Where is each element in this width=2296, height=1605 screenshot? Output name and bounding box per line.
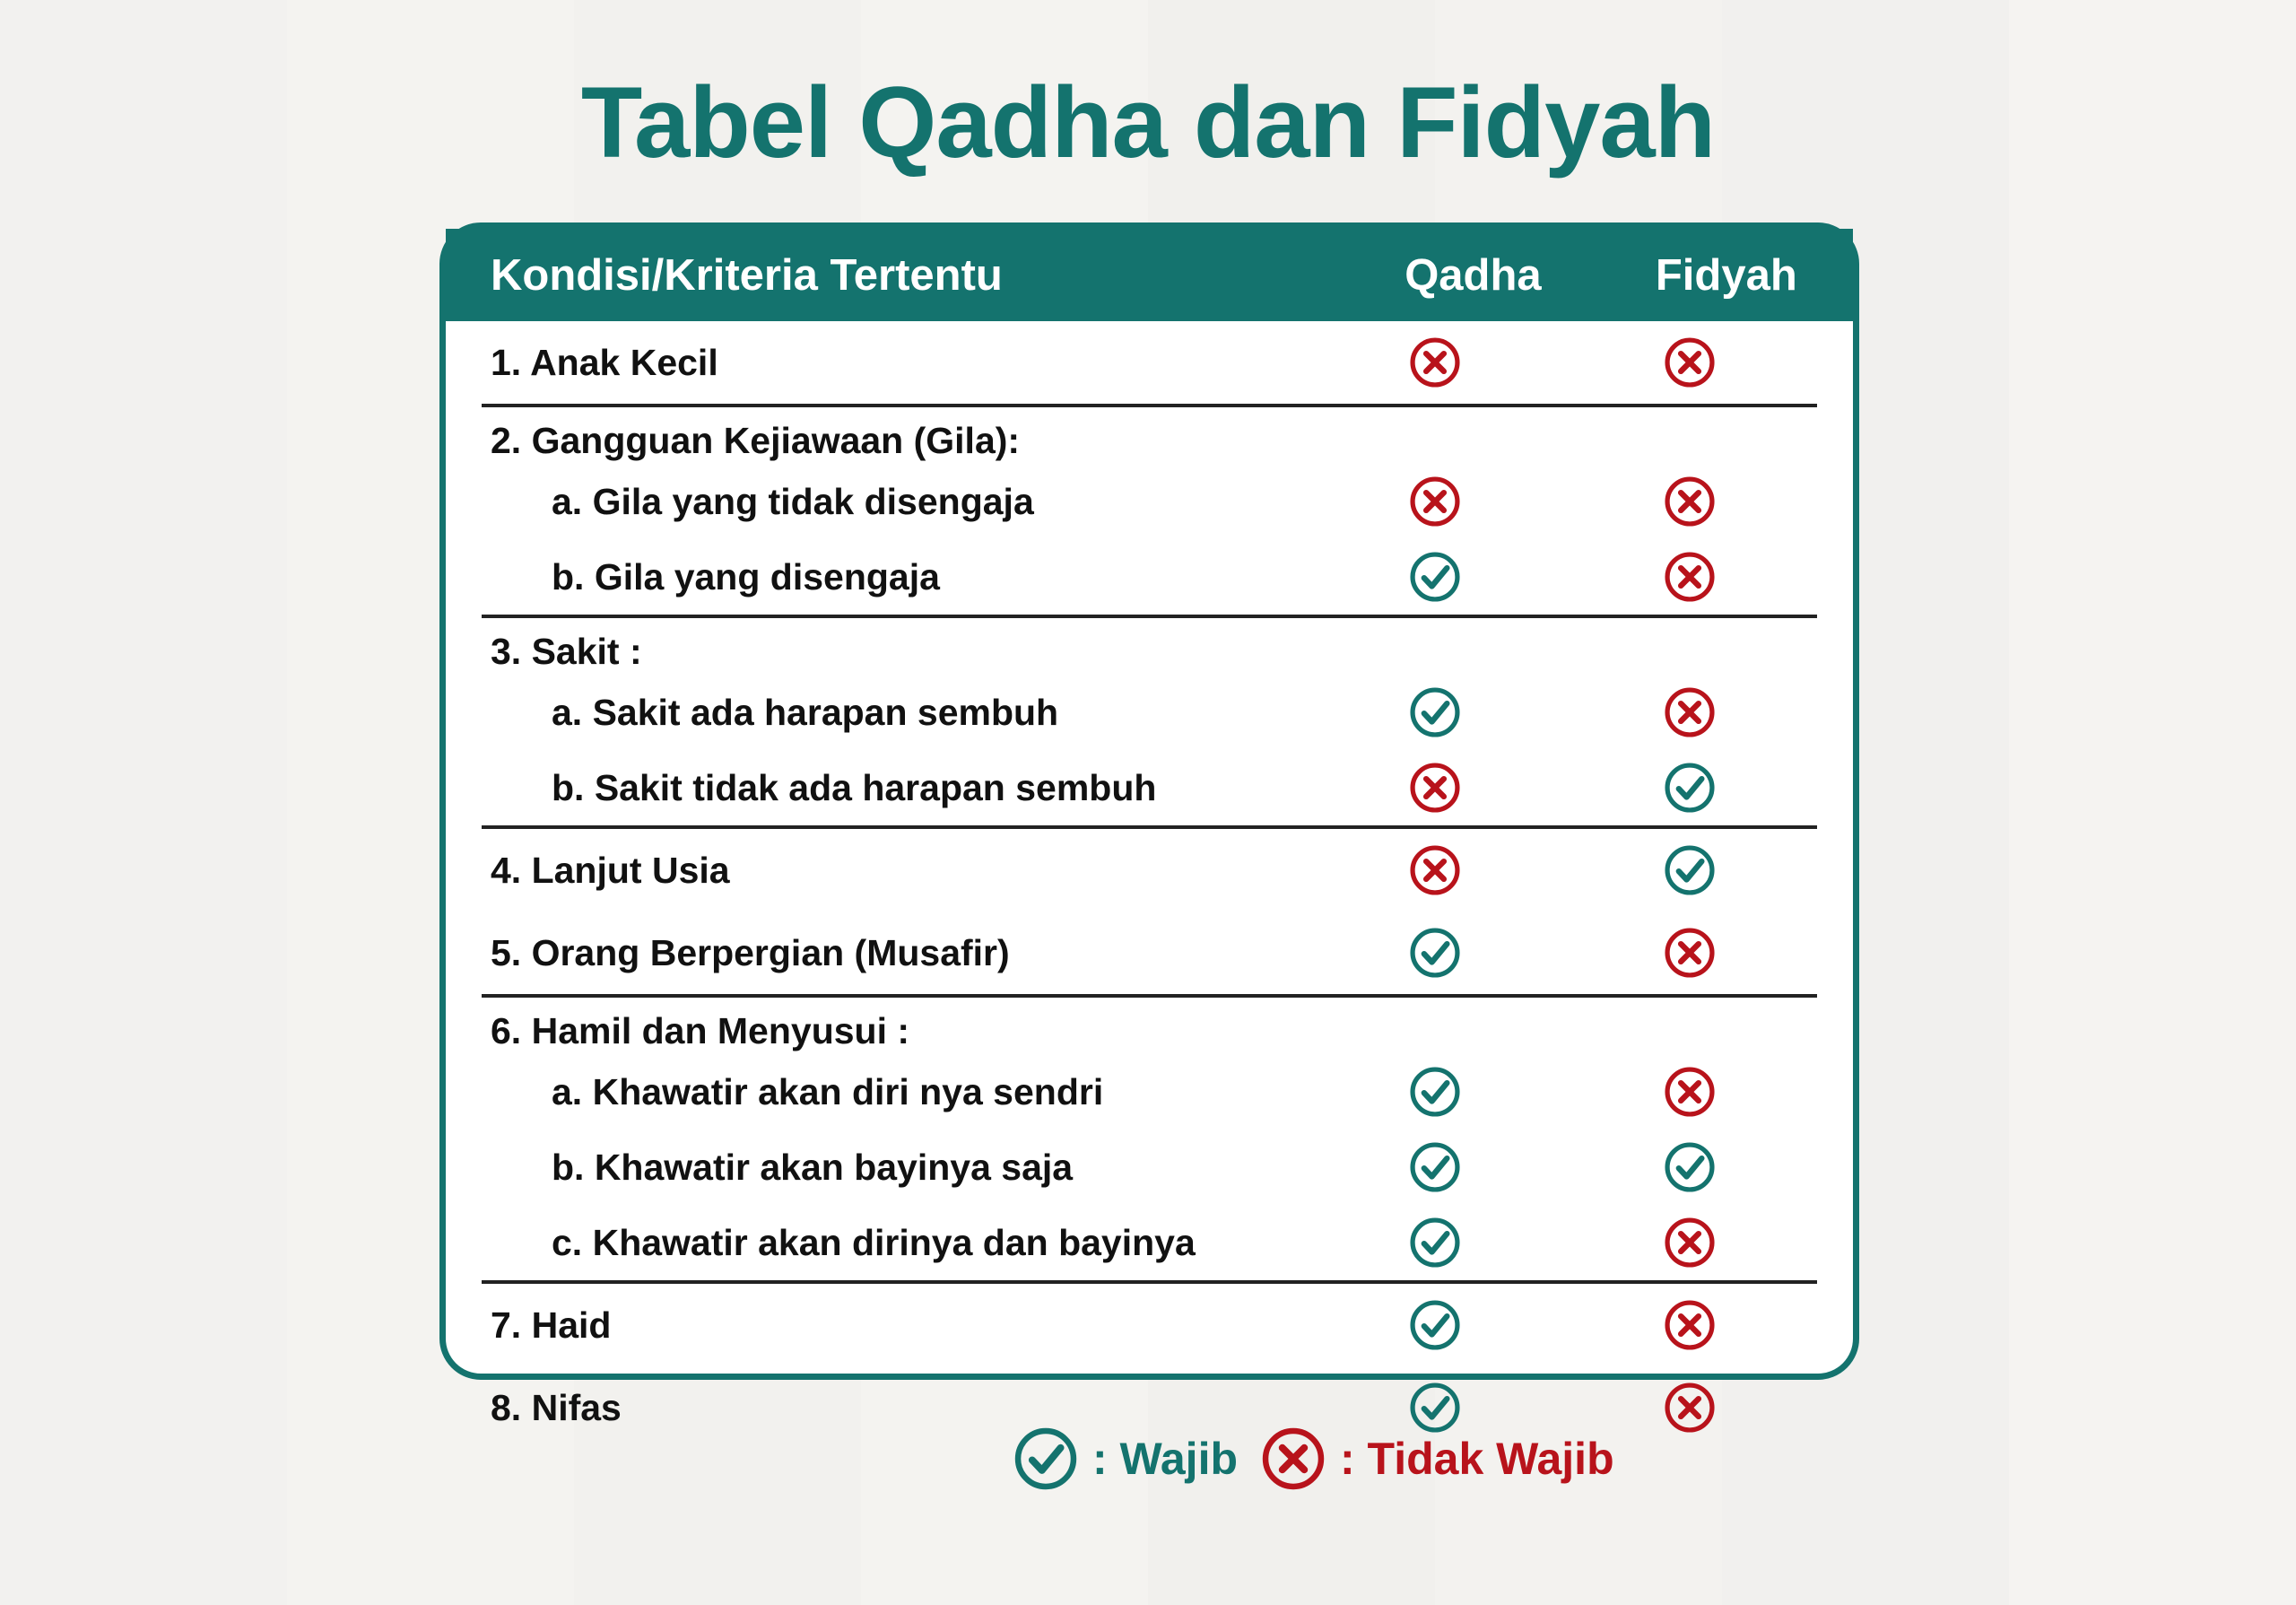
table-header-row (446, 229, 1853, 321)
cell-fidyah (1562, 1299, 1817, 1351)
cell-qadha (1308, 762, 1562, 814)
cross-circle-icon (1664, 475, 1716, 528)
cell-qadha (1308, 1299, 1562, 1351)
cell-qadha (1308, 336, 1562, 388)
row-label: b. Khawatir akan bayinya saja (552, 1146, 1074, 1188)
cell-qadha (1308, 1217, 1562, 1269)
legend-item-wajib (1013, 1426, 1238, 1491)
table-row (482, 1284, 1817, 1366)
cell-fidyah (1562, 1141, 1817, 1193)
cell-fidyah (1562, 844, 1817, 896)
legend-label-tidak-wajib: : Tidak Wajib (1340, 1434, 1614, 1484)
check-circle-icon (1664, 844, 1716, 896)
cross-circle-icon (1664, 336, 1716, 388)
check-circle-icon (1664, 762, 1716, 814)
cross-circle-icon (1664, 1066, 1716, 1118)
table-row (482, 912, 1817, 994)
cell-fidyah (1562, 475, 1817, 528)
row-label: b. Gila yang disengaja (552, 555, 940, 598)
cell-fidyah (1562, 927, 1817, 979)
cell-fidyah (1562, 686, 1817, 738)
table-group (482, 998, 1817, 1284)
cross-circle-icon (1664, 1217, 1716, 1269)
row-label: 5. Orang Berpergian (Musafir) (491, 931, 1010, 973)
check-circle-icon (1409, 1066, 1461, 1118)
group-heading: 6. Hamil dan Menyusui : (491, 1010, 910, 1051)
row-label: a. Sakit ada harapan sembuh (552, 691, 1059, 733)
check-circle-icon (1409, 927, 1461, 979)
cross-circle-icon (1409, 336, 1461, 388)
check-circle-icon (1013, 1426, 1078, 1491)
table-row (482, 1054, 1817, 1130)
cell-qadha (1308, 551, 1562, 603)
check-circle-icon (1409, 1299, 1461, 1351)
cell-qadha (1308, 844, 1562, 896)
table-group (482, 829, 1817, 998)
table-row (482, 829, 1817, 912)
cell-fidyah (1562, 551, 1817, 603)
cross-circle-icon (1664, 1299, 1716, 1351)
row-label: b. Sakit tidak ada harapan sembuh (552, 766, 1157, 808)
column-header-fidyah: Fidyah (1655, 250, 1797, 300)
check-circle-icon (1409, 1141, 1461, 1193)
legend-item-tidak-wajib (1261, 1426, 1614, 1491)
row-label: 7. Haid (491, 1304, 612, 1346)
row-label: c. Khawatir akan dirinya dan bayinya (552, 1221, 1196, 1263)
cross-circle-icon (1664, 551, 1716, 603)
group-heading: 3. Sakit : (491, 631, 642, 672)
qadha-fidyah-table (439, 222, 1859, 1428)
column-header-qadha: Qadha (1405, 250, 1542, 300)
table-row (482, 1130, 1817, 1205)
cell-qadha (1308, 475, 1562, 528)
table-row (482, 321, 1817, 404)
row-label: a. Gila yang tidak disengaja (552, 480, 1034, 522)
row-label: 8. Nifas (491, 1386, 622, 1428)
table-group (482, 407, 1817, 618)
cell-fidyah (1562, 762, 1817, 814)
cross-circle-icon (1664, 1382, 1716, 1434)
cross-circle-icon (1261, 1426, 1326, 1491)
table-row (482, 539, 1817, 615)
cell-fidyah (1562, 1066, 1817, 1118)
cell-fidyah (1562, 1217, 1817, 1269)
table-row (482, 1205, 1817, 1280)
table-group (482, 321, 1817, 407)
check-circle-icon (1409, 686, 1461, 738)
table-row (482, 675, 1817, 750)
cross-circle-icon (1664, 927, 1716, 979)
cell-fidyah (1562, 336, 1817, 388)
page-title: Tabel Qadha dan Fidyah (580, 66, 1716, 179)
column-header-criteria: Kondisi/Kriteria Tertentu (491, 250, 1003, 300)
check-circle-icon (1409, 1217, 1461, 1269)
table-row (482, 750, 1817, 825)
cross-circle-icon (1409, 844, 1461, 896)
cross-circle-icon (1409, 762, 1461, 814)
cross-circle-icon (1409, 475, 1461, 528)
legend-label-wajib: : Wajib (1092, 1434, 1239, 1484)
cell-qadha (1308, 1141, 1562, 1193)
check-circle-icon (1409, 551, 1461, 603)
cross-circle-icon (1664, 686, 1716, 738)
cell-qadha (1308, 1066, 1562, 1118)
check-circle-icon (1664, 1141, 1716, 1193)
row-label: a. Khawatir akan diri nya sendri (552, 1070, 1104, 1112)
table-group (482, 618, 1817, 829)
table-group (482, 1284, 1817, 1449)
row-label: 1. Anak Kecil (491, 341, 718, 383)
row-label: 4. Lanjut Usia (491, 849, 730, 891)
cell-qadha (1308, 686, 1562, 738)
table-row (482, 464, 1817, 539)
legend (1013, 1426, 1614, 1491)
cell-qadha (1308, 927, 1562, 979)
group-heading: 2. Gangguan Kejiawaan (Gila): (491, 420, 1021, 461)
table-body (446, 321, 1853, 1449)
